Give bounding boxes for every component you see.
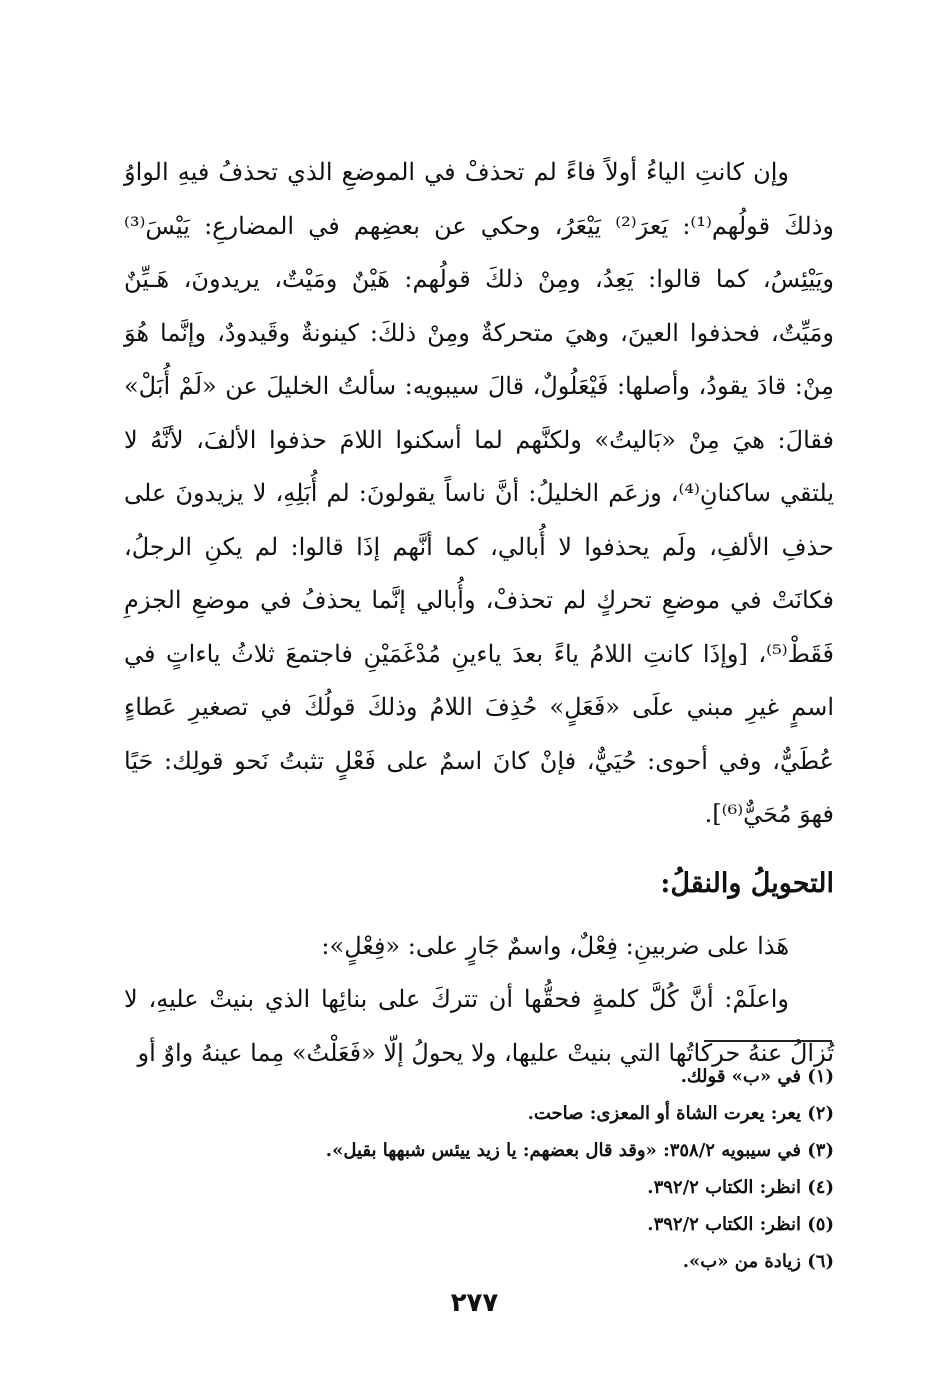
section-heading: التحويلُ والنقلُ:	[660, 867, 834, 899]
paragraph-2: هَذا على ضربينِ: فِعْلٌ، واسمٌ جَارٍ على: «فِعْلٍ»:	[321, 931, 789, 960]
footnote-5: (٥) انظر: الكتاب ٣٩٢/٢.	[647, 1214, 834, 1235]
page-number: ٢٧٧	[450, 1288, 499, 1318]
footnote-4: (٤) انظر: الكتاب ٣٩٢/٢.	[647, 1177, 834, 1198]
footnote-1: (١) في «ب» قولك.	[680, 1066, 834, 1087]
footnote-3: (٣) في سيبويه ٣٥٨/٢: «وقد قال بعضهم: يا زيد ييئس شبهها بقيل».	[325, 1140, 834, 1161]
footnote-divider	[704, 1040, 832, 1042]
paragraph-3: واعلَمْ: أنَّ كُلَّ كلمةٍ فحقُّها أن تتركَ على بنائِها الذي بنيتْ عليهِ، لا تُزالُ عنهُ حركاتُها التي بنيتْ عليها، ولا يحولُ إلّا «فَعَلْتُ» مِما عينهُ واوٌ أو	[124, 985, 834, 1067]
main-text	[124, 146, 834, 1080]
footnote-6: (٦) زيادة من «ب».	[682, 1251, 834, 1272]
paragraph-1: وإن كانتِ الياءُ أولاً فاءً لم تحذفْ في الموضعِ الذي تحذفُ فيهِ الواوُ وذلكَ قولُهم⁽¹⁾: يَعرَ⁽²⁾ يَيْعَرُ، وحكي عن بعضِهم في المضارعِ: يَيْسَ⁽³⁾ ويَيْئِسُ، كما قالوا: يَعِدُ، ومِنْ ذلكَ قولُهم: هَيْنٌ ومَيْتٌ، يريدونَ، هَـيِّنٌ ومَيِّتٌ، فحذفوا العينَ، وهيَ متحركةٌ ومِنْ ذلكَ: كينونةٌ وقَيدودٌ، وإنَّما هُوَ مِنْ: قادَ يقودُ، وأصلها: فَيْعَلُولٌ، قالَ سيبويه: سألتُ الخليلَ عن «لَمْ أُبَلْ» فقالَ: هيَ مِنْ «بَاليتُ» ولكنَّهم لما أسكنوا اللامَ حذفوا الألفَ، لأنَّهُ لا يلتقي ساكنانِ⁽⁴⁾، وزعَم الخليلُ: أنَّ ناساً يقولونَ: لم أُبَلِهِ، لا يزيدونَ على حذفِ الألفِ، ولَم يحذفوا لا أُبالي، كما أنَّهم إذَا قالوا: لم يكنِ الرجلُ، فكانَتْ في موضعِ تحركٍ لم تحذفْ، وأُبالي إنَّما يحذفُ في موضعِ الجزمِ فَقَطْ⁽⁵⁾، [وإذَا كانتِ اللامُ ياءً بعدَ ياءينِ مُدْغَمَيْنِ فاجتمعَ ثلاثُ ياءاتٍ في اسمٍ غيرِ مبني علَى «فَعَلٍ» حُذِفَ اللامُ وذلكَ قولُكَ في تصغيرِ عَطاءٍ عُطَيٌّ، وفي أحوى: حُيَيٌّ، فإنْ كانَ اسمٌ على فَعْلٍ تثبتُ نَحو قولِك: حَيًا فهوَ مُحَيٌّ⁽⁶⁾].	[124, 158, 835, 828]
footnote-2: (٢) يعر: يعرت الشاة أو المعزى: صاحت.	[527, 1103, 834, 1124]
footnotes	[124, 1058, 834, 1280]
